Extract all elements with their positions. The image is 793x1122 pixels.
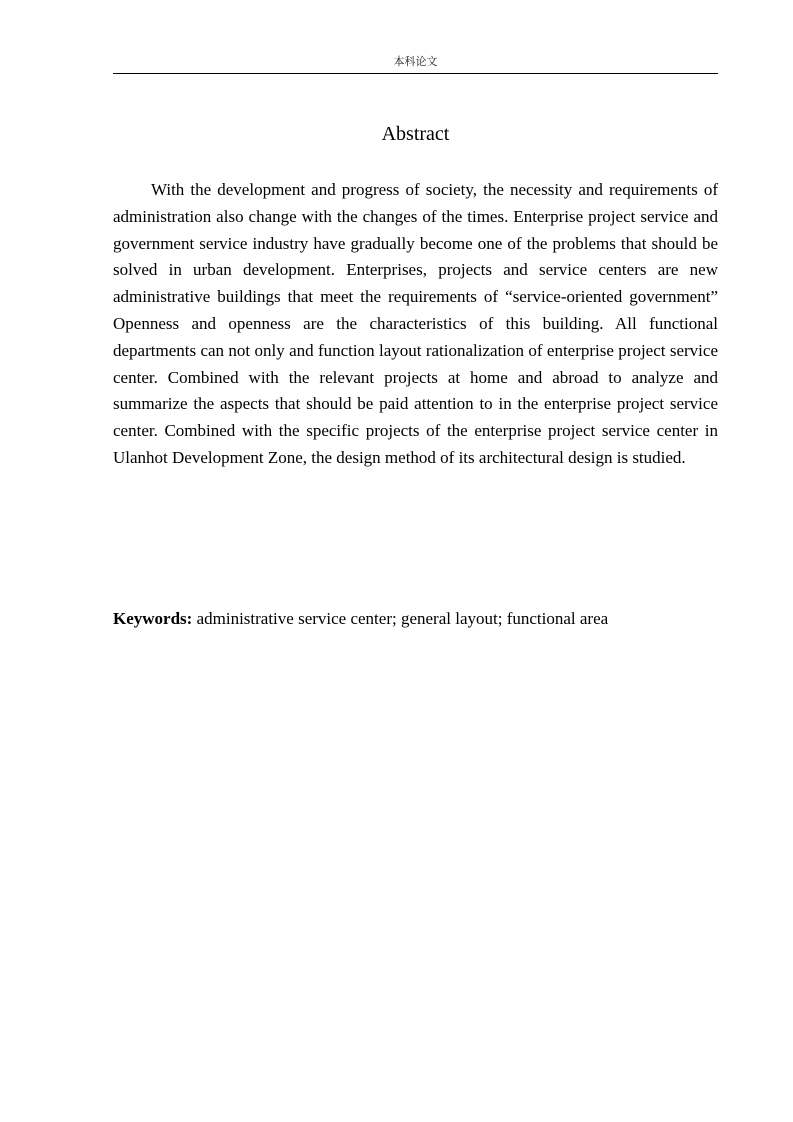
keywords-line (113, 607, 718, 631)
abstract-body: With the development and progress of society, the necessity and requirements of administration also change with the changes of the times. Enterprise project service and government service industry have gradually become one of the problems that should be solved in urban development. Enterprises, projects and service centers are new administrative buildings that meet the requirements of “service-oriented government” Openness and openness are the characteristics of this building. All functional departments can not only and function layout rationalization of enterprise project service center. Combined with the relevant projects at home and abroad to analyze and summarize the aspects that should be paid attention to in the enterprise project service center. Combined with the specific projects of the enterprise project service center in Ulanhot Development Zone, the design method of its architectural design is studied. (113, 180, 718, 467)
keywords-text: administrative service center; general layout; functional area (196, 609, 609, 628)
keywords-label: Keywords: (113, 609, 193, 628)
running-header: 本科论文 (393, 55, 438, 68)
abstract-title: Abstract (381, 123, 450, 145)
header-divider (113, 73, 718, 74)
